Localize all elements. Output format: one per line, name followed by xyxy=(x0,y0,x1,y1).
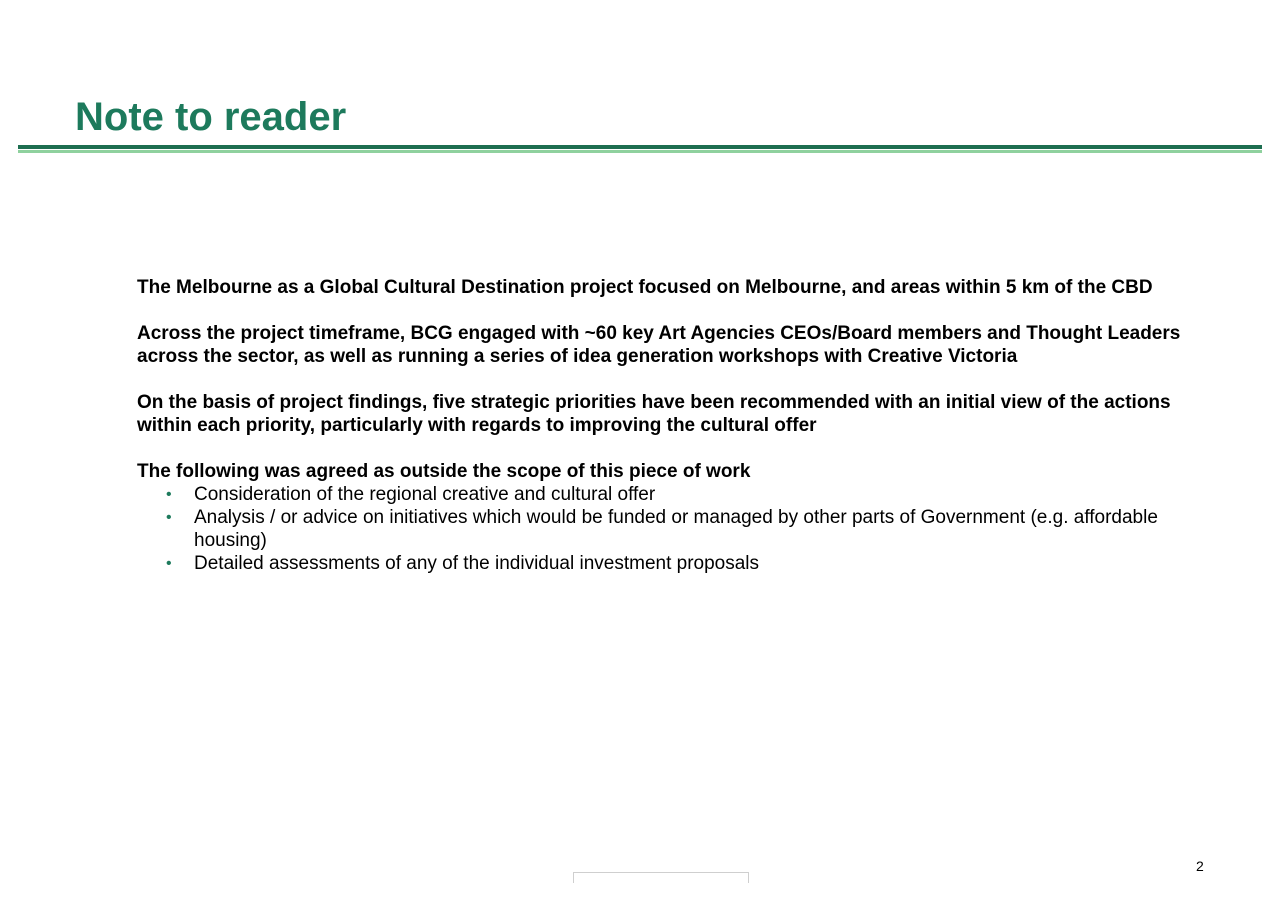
list-item xyxy=(137,483,1207,506)
scope-heading: The following was agreed as outside the scope of this piece of work xyxy=(137,461,751,482)
page-title: Note to reader xyxy=(75,95,347,139)
list-item xyxy=(137,552,1207,575)
title-divider-dark xyxy=(18,145,1262,149)
paragraph-engagement: Across the project timeframe, BCG engaged with ~60 key Art Agencies CEOs/Board members and Thought Leaders across the sector, as well as running a series of idea generation workshops with Creative Victoria xyxy=(137,323,1181,367)
list-item-text: Consideration of the regional creative and cultural offer xyxy=(194,484,656,505)
paragraph-project-focus: The Melbourne as a Global Cultural Destination project focused on Melbourne, and areas within 5 km of the CBD xyxy=(137,277,1153,298)
paragraph-priorities: On the basis of project findings, five strategic priorities have been recommended with an initial view of the actions within each priority, particularly with regards to improving the cultural offer xyxy=(137,392,1171,436)
bullet-icon: • xyxy=(166,509,172,526)
title-divider xyxy=(18,145,1262,153)
page-number: 2 xyxy=(1196,858,1204,874)
list-item-text: Detailed assessments of any of the individual investment proposals xyxy=(194,553,760,574)
list-item xyxy=(137,506,1207,552)
body-content xyxy=(137,276,1207,575)
footer-box xyxy=(573,872,749,883)
title-divider-light xyxy=(18,150,1262,153)
bullet-icon: • xyxy=(166,555,172,572)
bullet-icon: • xyxy=(166,486,172,503)
scope-bullet-list xyxy=(137,483,1207,575)
list-item-text: Analysis / or advice on initiatives which would be funded or managed by other parts of Government (e.g. affordable housing) xyxy=(194,507,1158,551)
